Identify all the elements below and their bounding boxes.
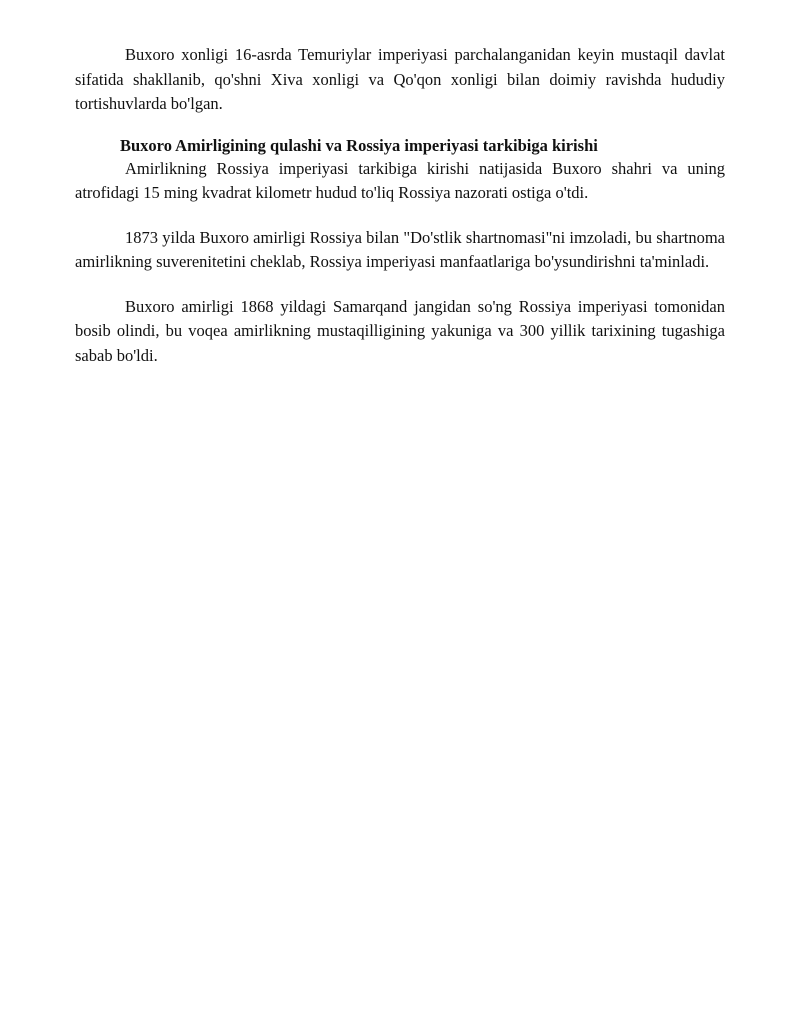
section-paragraph-3: Buxoro amirligi 1868 yildagi Samarqand jangidan so'ng Rossiya imperiyasi tomonidan bosib olindi, bu voqea amirlikning mustaqilligining yakuniga va 300 yillik tarixining tugashiga sabab bo'ldi. — [75, 296, 725, 365]
section-heading: Buxoro Amirligining qulashi va Rossiya imperiyasi tarkibiga kirishi — [120, 135, 598, 155]
intro-paragraph: Buxoro xonligi 16-asrda Temuriylar imperiyasi parchalanganidan keyin mustaqil davlat sifatida shakllanib, qo'shni Xiva xonligi va Qo'qon xonligi bilan doimiy ravishda hududiy tortishuvlarda bo'lgan. — [75, 45, 725, 113]
document-body — [75, 43, 725, 368]
section-paragraph-2: 1873 yilda Buxoro amirligi Rossiya bilan "Do'stlik shartnomasi"ni imzoladi, bu shartnoma amirlikning suverenitetini cheklab, Rossiya imperiyasi manfaatlariga bo'ysundirishni ta'minladi. — [75, 227, 725, 271]
section-paragraph-1: Amirlikning Rossiya imperiyasi tarkibiga kirishi natijasida Buxoro shahri va uning atrofidagi 15 ming kvadrat kilometr hudud to'liq Rossiya nazorati ostiga o'tdi. — [75, 158, 725, 202]
